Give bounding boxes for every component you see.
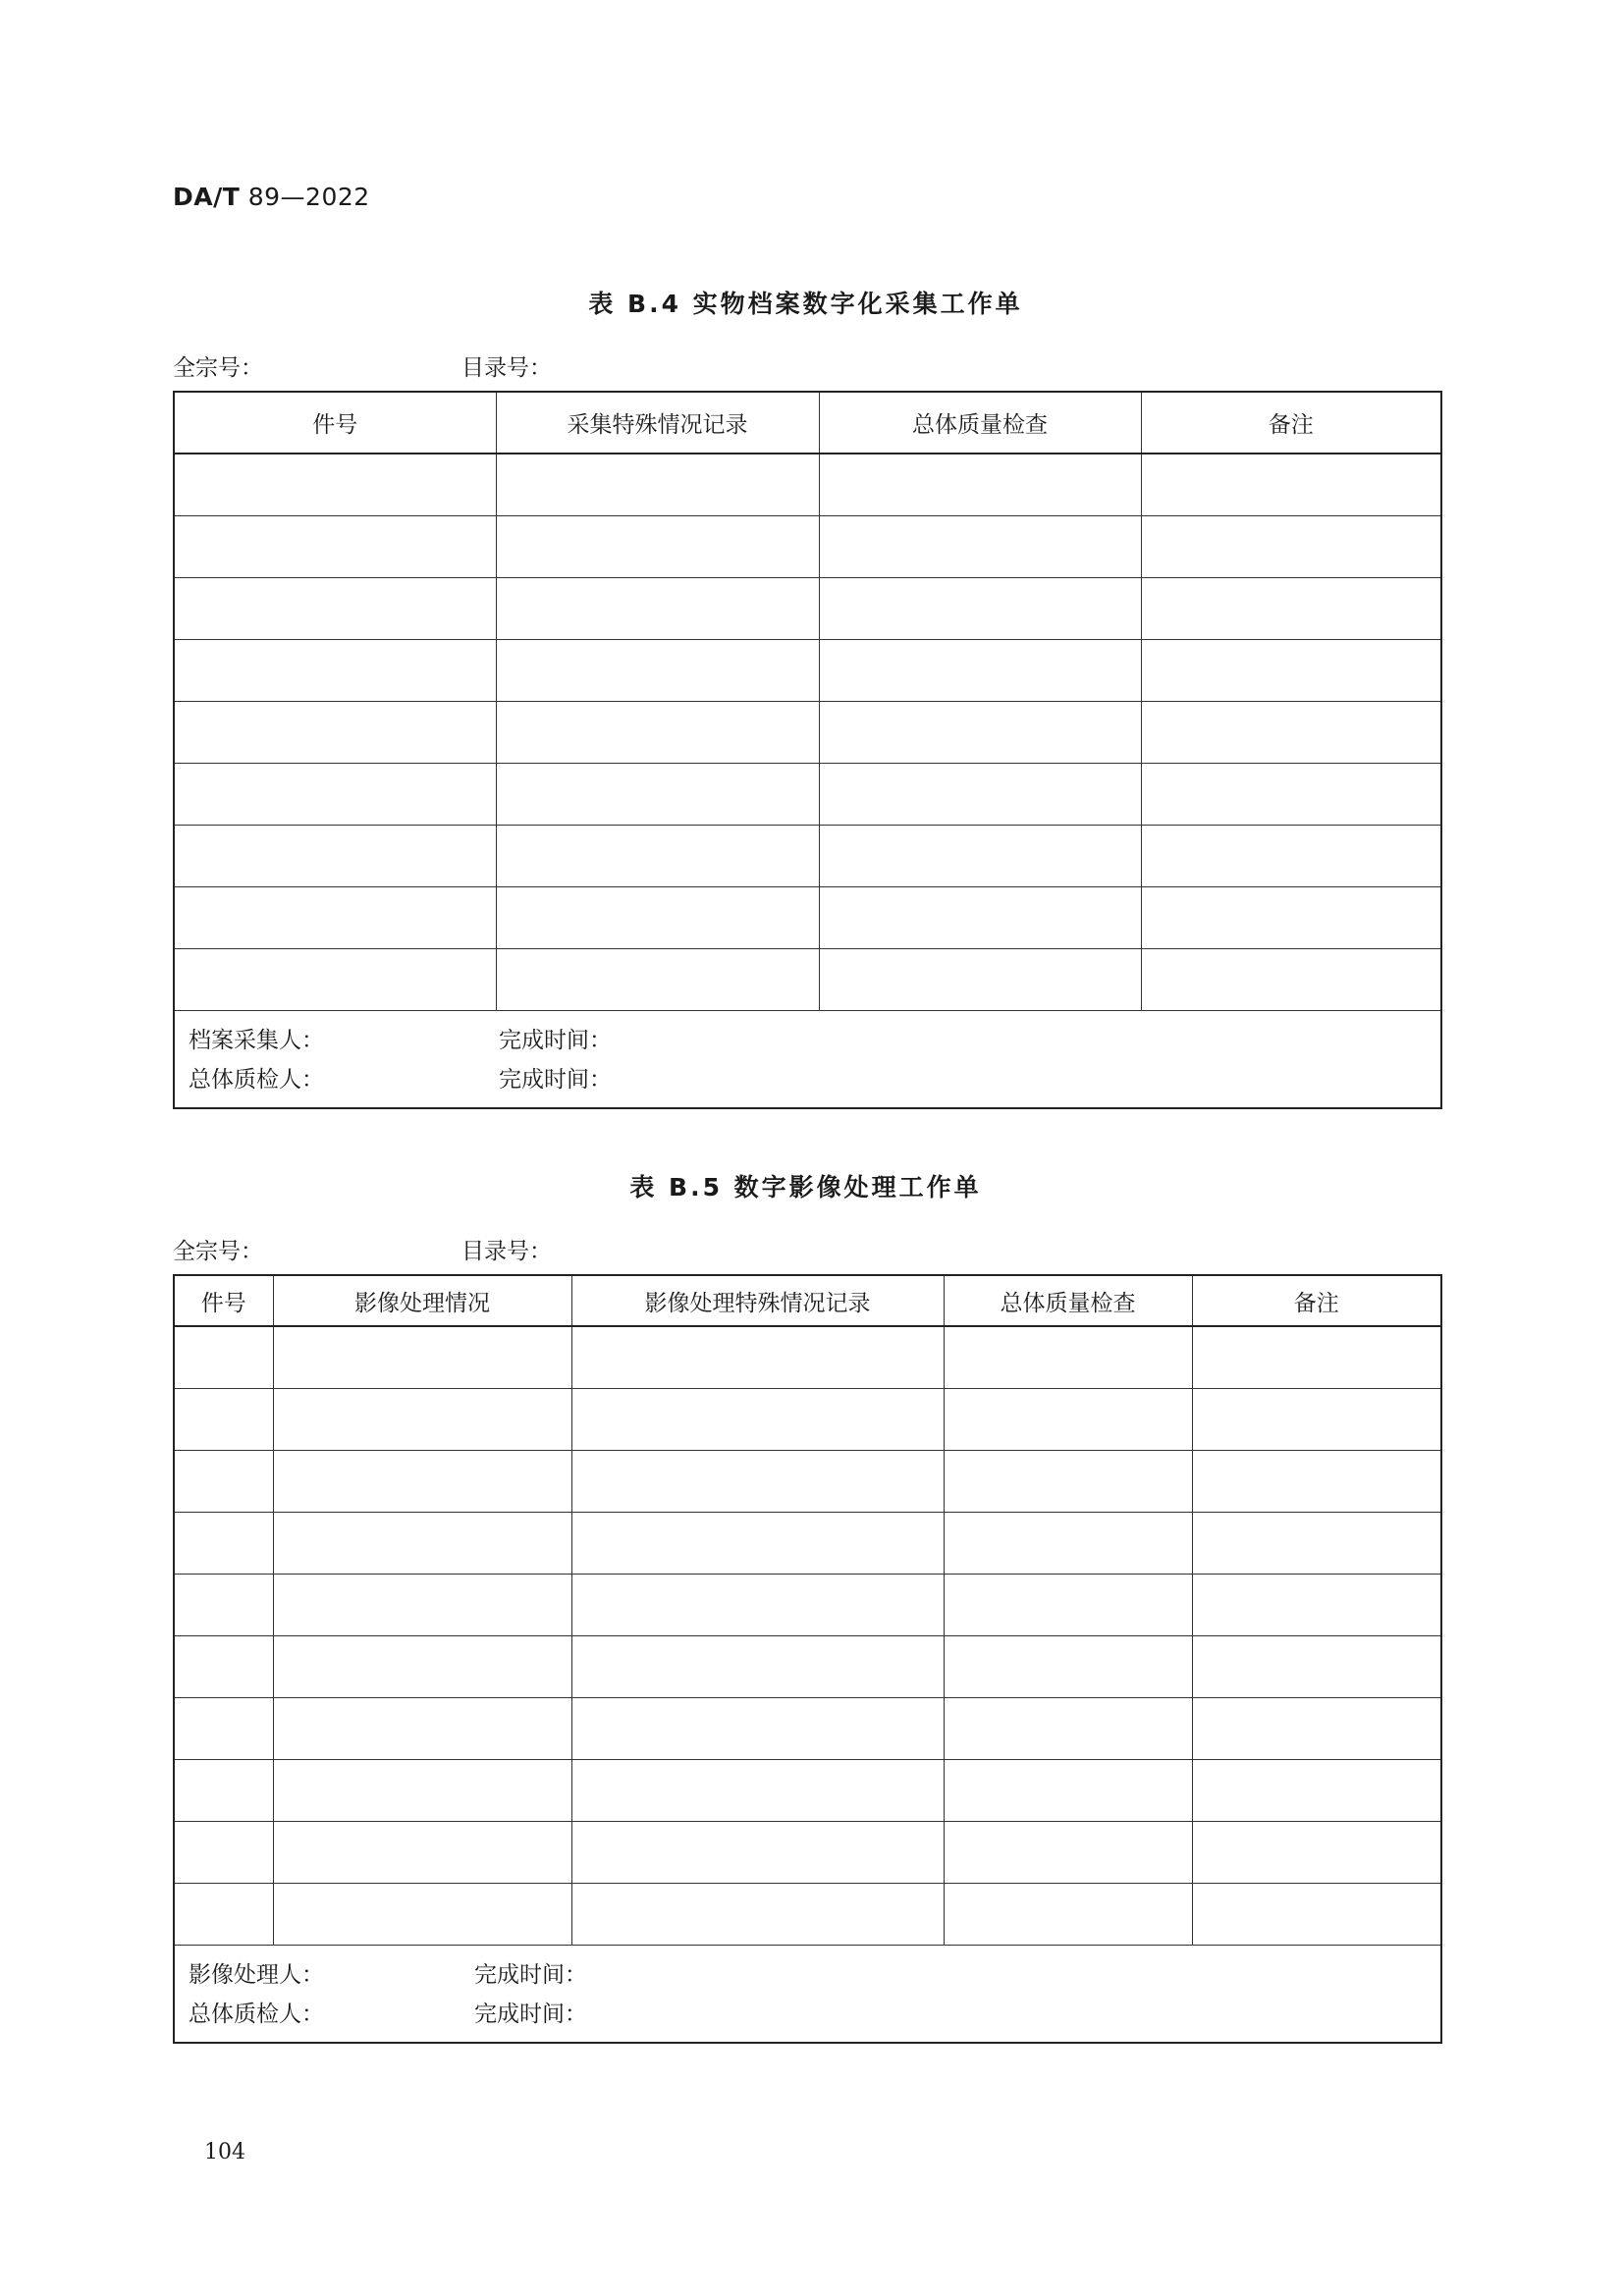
table-row [174,1574,1441,1635]
completion-time-label: 完成时间： [499,1027,612,1053]
table-cell[interactable] [273,1450,571,1512]
table-b4-meta [173,349,1438,379]
column-header: 备注 [1141,392,1441,454]
table-cell[interactable] [944,1450,1192,1512]
table-row [174,1883,1441,1945]
fonds-number-label: 全宗号： [173,355,263,381]
table-cell[interactable] [273,1512,571,1574]
table-b5-title: 表 B.5 数字影像处理工作单 [629,1173,982,1201]
table-row [174,1388,1441,1450]
table-cell[interactable] [1141,948,1441,1010]
table-cell[interactable] [571,1326,944,1388]
table-cell[interactable] [496,701,819,763]
standard-number: 89—2022 [247,183,370,211]
column-header: 采集特殊情况记录 [496,392,819,454]
table-cell[interactable] [174,1326,273,1388]
table-cell[interactable] [819,948,1141,1010]
table-row [174,577,1441,639]
page-number: 104 [204,2140,245,2164]
table-cell[interactable] [571,1821,944,1883]
table-cell[interactable] [944,1759,1192,1821]
table-row [174,1821,1441,1883]
table-cell[interactable] [571,1883,944,1945]
signature-row [174,1945,1441,2043]
table-cell[interactable] [273,1883,571,1945]
table-cell[interactable] [1192,1326,1441,1388]
table-row [174,1512,1441,1574]
table-cell[interactable] [1192,1883,1441,1945]
table-cell[interactable] [819,825,1141,886]
collector-label: 档案采集人： [189,1027,324,1053]
table-cell[interactable] [571,1574,944,1635]
table-cell[interactable] [174,886,496,948]
table-cell[interactable] [496,639,819,701]
table-cell[interactable] [174,1635,273,1697]
completion-time-label: 完成时间： [499,1066,612,1093]
signature-row [174,1010,1441,1108]
column-header: 总体质量检查 [819,392,1141,454]
table-cell[interactable] [944,1635,1192,1697]
column-header: 总体质量检查 [944,1275,1192,1326]
table-cell[interactable] [819,577,1141,639]
table-cell[interactable] [174,577,496,639]
table-cell[interactable] [174,1821,273,1883]
table-row [174,1697,1441,1759]
table-cell[interactable] [1192,1388,1441,1450]
table-cell[interactable] [1141,639,1441,701]
table-cell[interactable] [174,701,496,763]
table-row [174,639,1441,701]
table-cell[interactable] [174,454,496,515]
table-cell[interactable] [174,1697,273,1759]
table-cell[interactable] [496,577,819,639]
table-cell[interactable] [944,1326,1192,1388]
table-cell[interactable] [174,639,496,701]
table-cell[interactable] [1141,701,1441,763]
table-cell[interactable] [944,1388,1192,1450]
table-cell[interactable] [496,948,819,1010]
table-cell[interactable] [174,1388,273,1450]
table-row [174,454,1441,515]
table-cell[interactable] [1192,1512,1441,1574]
column-header: 件号 [174,392,496,454]
table-row [174,825,1441,886]
table-cell[interactable] [174,948,496,1010]
signature-cell [174,1010,1441,1108]
table-cell[interactable] [571,1512,944,1574]
table-row [174,763,1441,825]
table-cell[interactable] [819,763,1141,825]
catalog-number-label: 目录号： [461,1239,552,1264]
table-cell[interactable] [1141,515,1441,577]
checker-label: 总体质检人： [189,1066,324,1093]
table-cell[interactable] [496,763,819,825]
table-cell[interactable] [944,1883,1192,1945]
table-cell[interactable] [273,1388,571,1450]
column-header: 影像处理情况 [273,1275,571,1326]
table-cell[interactable] [944,1697,1192,1759]
table-b5 [173,1274,1442,2044]
table-cell[interactable] [273,1697,571,1759]
catalog-number-label: 目录号： [461,355,552,381]
table-cell[interactable] [1141,454,1441,515]
table-cell[interactable] [1192,1759,1441,1821]
table-row [174,701,1441,763]
table-cell[interactable] [174,1759,273,1821]
table-cell[interactable] [174,515,496,577]
table-row [174,1759,1441,1821]
standard-code [173,183,370,211]
table-cell[interactable] [1192,1697,1441,1759]
table-cell[interactable] [819,454,1141,515]
table-b4 [173,391,1442,1109]
standard-prefix: DA/T [173,183,241,211]
table-cell[interactable] [1141,886,1441,948]
table-cell[interactable] [819,701,1141,763]
table-row [174,948,1441,1010]
table-row [174,886,1441,948]
table-row [174,1635,1441,1697]
table-cell[interactable] [571,1450,944,1512]
table-row [174,1450,1441,1512]
table-cell[interactable] [571,1388,944,1450]
signature-cell [174,1945,1441,2043]
table-row [174,1326,1441,1388]
table-cell[interactable] [819,515,1141,577]
column-header: 备注 [1192,1275,1441,1326]
table-cell[interactable] [1141,825,1441,886]
table-cell[interactable] [819,639,1141,701]
processor-label: 影像处理人： [189,1961,324,1988]
completion-time-label: 完成时间： [474,2001,587,2027]
table-b4-title: 表 B.4 实物档案数字化采集工作单 [588,290,1023,318]
checker-label: 总体质检人： [189,2001,324,2027]
table-cell[interactable] [273,1635,571,1697]
table-cell[interactable] [273,1821,571,1883]
table-cell[interactable] [571,1697,944,1759]
fonds-number-label: 全宗号： [173,1239,263,1264]
column-header: 件号 [174,1275,273,1326]
table-cell[interactable] [571,1635,944,1697]
table-cell[interactable] [1141,763,1441,825]
table-cell[interactable] [944,1512,1192,1574]
table-cell[interactable] [174,825,496,886]
table-cell[interactable] [1192,1450,1441,1512]
table-cell[interactable] [273,1326,571,1388]
table-cell[interactable] [174,1883,273,1945]
table-cell[interactable] [944,1574,1192,1635]
table-cell[interactable] [1141,577,1441,639]
column-header: 影像处理特殊情况记录 [571,1275,944,1326]
table-cell[interactable] [496,515,819,577]
table-row [174,515,1441,577]
table-cell[interactable] [496,454,819,515]
table-cell[interactable] [174,1450,273,1512]
table-cell[interactable] [273,1574,571,1635]
table-cell[interactable] [174,763,496,825]
completion-time-label: 完成时间： [474,1961,587,1988]
table-cell[interactable] [496,886,819,948]
table-header-row [174,1275,1441,1326]
table-cell[interactable] [571,1759,944,1821]
table-header-row [174,392,1441,454]
table-cell[interactable] [273,1759,571,1821]
table-cell[interactable] [819,886,1141,948]
table-cell[interactable] [944,1821,1192,1883]
table-cell[interactable] [174,1512,273,1574]
table-cell[interactable] [496,825,819,886]
table-b5-meta [173,1233,1438,1262]
table-cell[interactable] [1192,1635,1441,1697]
table-cell[interactable] [1192,1821,1441,1883]
table-cell[interactable] [1192,1574,1441,1635]
table-cell[interactable] [174,1574,273,1635]
